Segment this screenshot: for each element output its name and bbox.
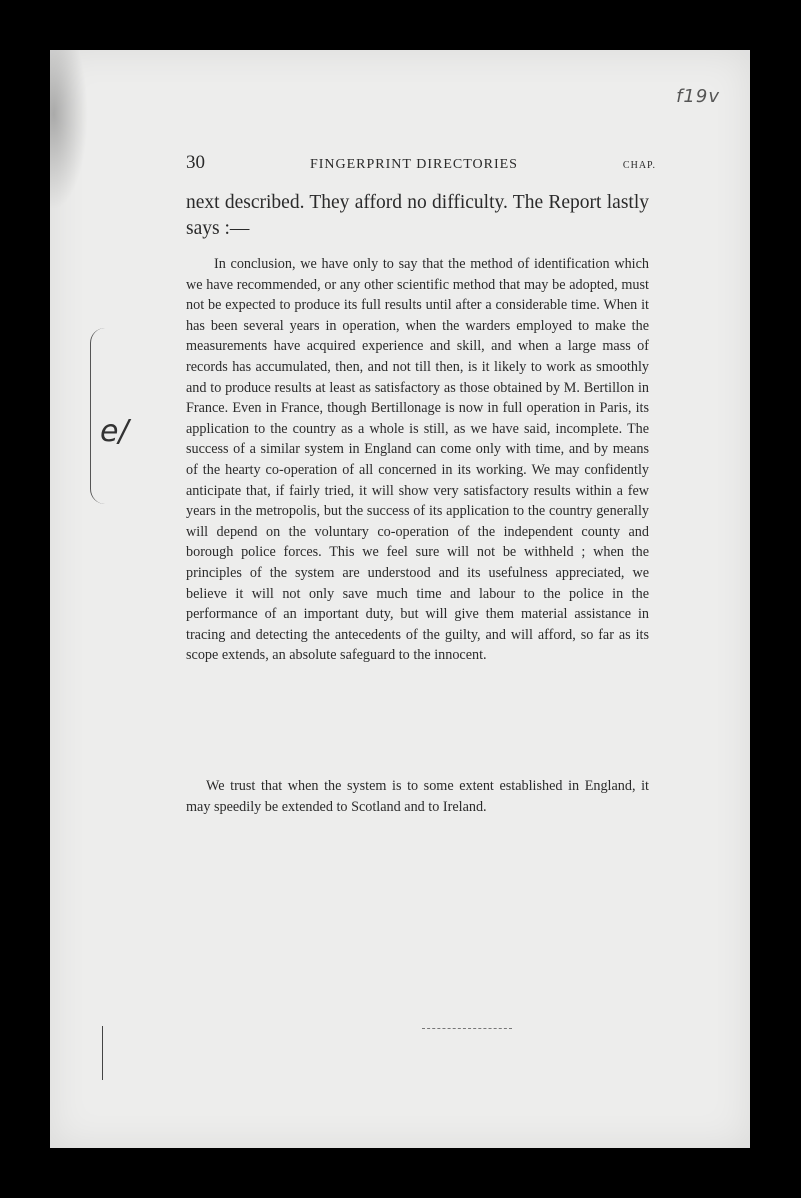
folio-annotation: f19v <box>676 86 720 107</box>
running-header <box>186 152 656 174</box>
page-number: 30 <box>186 152 205 173</box>
end-rule <box>422 1028 512 1029</box>
margin-mark <box>102 1026 103 1080</box>
running-title: FINGERPRINT DIRECTORIES <box>309 157 518 172</box>
margin-note: e/ <box>100 414 129 449</box>
intro-paragraph: next described. They afford no difficulty. The Report lastly says :— <box>186 192 649 239</box>
closing-paragraph: We trust that when the system is to some extent established in England, it may speedily be extended to Scotland and to Ireland. <box>186 778 649 815</box>
chapter-label: CHAP. <box>622 160 656 171</box>
book-page <box>50 50 750 1148</box>
quoted-report-paragraph: In conclusion, we have only to say that the method of identification which we have recommended, or any other scientific method that may be adopted, must not be expected to produce its full results until after a considerable time. When it has been several years in operation, when the warders employed to make the measurements have acquired experience and skill, and when a large mass of records has accumulated, then, and not till then, is it likely to work as smoothly and to produce results at least as satisfactory as those obtained by M. Bertillon in France. Even in France, though Bertillonage is now in full operation in Paris, its application to the country as a whole is still, as we have said, incomplete. The success of a similar system in England can come only with time, and by means of the hearty co-operation of all concerned in its working. We may confidently anticipate that, if fairly tried, it will show very satisfactory results within a few years in the metropolis, but the success of its application to the country generally will depend on the voluntary co-operation of the independent county and borough police forces. This we feel sure will not be withheld ; when the principles of the system are understood and its usefulness appreciated, we believe it will not only save much time and labour to the police in the performance of an important duty, but will give them material assistance in tracing and detecting the antecedents of the guilty, and will afford, so far as its scope extends, an absolute safeguard to the innocent. <box>186 256 649 664</box>
